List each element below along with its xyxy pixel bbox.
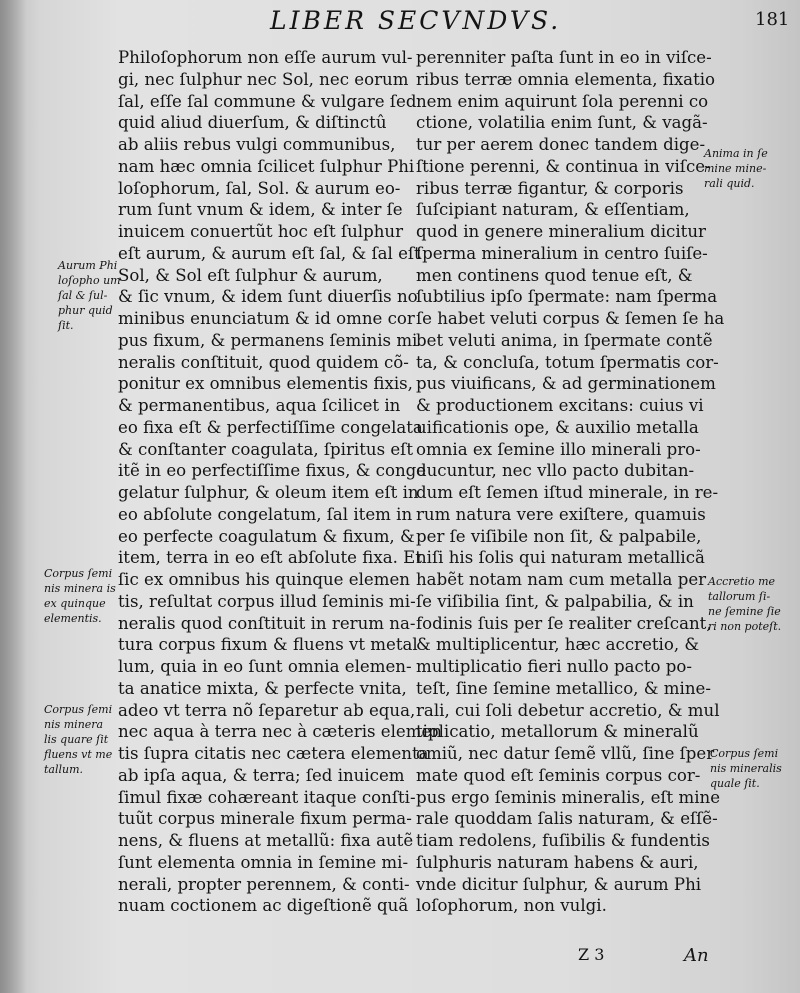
text-line: ſulphuris naturam habens & auri, bbox=[416, 852, 699, 872]
text-line: ab aliis rebus vulgi communibus, bbox=[118, 135, 396, 154]
margin-note-line: quale ſit. bbox=[710, 777, 760, 790]
text-line: per ſe viſibile non ſit, & palpabile, bbox=[416, 526, 702, 546]
text-line: nec aqua à terra nec à cæteris elemen bbox=[118, 722, 442, 742]
text-line: men continens quod tenue eſt, & bbox=[416, 265, 693, 285]
text-line: tura corpus fixum & fluens vt metal bbox=[118, 635, 418, 655]
text-line: gi, nec ſulphur nec Sol, nec eorum bbox=[118, 69, 409, 89]
text-line: tis ſupra citatis nec cætera elementa bbox=[118, 744, 429, 763]
text-line: eſt aurum, & aurum eſt ſal, & ſal eſt bbox=[118, 243, 421, 263]
text-line: ſuſcipiant naturam, & eſſentiam, bbox=[416, 200, 690, 220]
text-line: lum, quia in eo ſunt omnia elemen- bbox=[118, 657, 412, 676]
margin-note-line: nis mineralis bbox=[710, 762, 782, 775]
text-line: & ſic vnum, & idem ſunt diuerſis no bbox=[118, 287, 418, 307]
page-number: 181 bbox=[755, 9, 790, 30]
margin-note-line: Corpus ſemi bbox=[44, 703, 113, 716]
text-line: multiplicatio fieri nullo pacto po- bbox=[416, 657, 692, 676]
margin-note-line: ne ſemine ſie bbox=[708, 605, 781, 618]
text-line: nerali, propter perennem, & conti- bbox=[118, 874, 410, 894]
margin-note-accretio bbox=[708, 574, 780, 634]
text-line: ribus terræ omnia elementa, fixatio bbox=[416, 69, 716, 89]
margin-note-line: tallum. bbox=[44, 763, 84, 776]
text-line: ta, & concluſa, totum ſpermatis cor- bbox=[416, 352, 719, 372]
text-line: bet veluti anima, in ſpermate contẽ bbox=[416, 330, 713, 350]
text-line: ſic ex omnibus his quinque elemen bbox=[118, 570, 410, 589]
text-line: adeo vt terra nõ ſeparetur ab equa, bbox=[118, 700, 416, 720]
text-line: Sol, & Sol eſt ſulphur & aurum, bbox=[118, 265, 383, 285]
text-line: eo fixa eſt & perfectiſſime congelata bbox=[118, 417, 423, 437]
text-line: rum natura vere exiſtere, quamuis bbox=[416, 504, 706, 524]
gutter-shadow bbox=[0, 0, 26, 993]
text-line: tiam redolens, fuſibilis & fundentis bbox=[416, 831, 710, 850]
margin-note-line: ſal & ſul- bbox=[58, 289, 108, 302]
margin-note-line: phur quid bbox=[58, 304, 113, 317]
text-line: rum ſunt vnum & idem, & inter ſe bbox=[118, 200, 403, 220]
text-line: eo abſolute congelatum, ſal item in bbox=[118, 504, 413, 524]
margin-note-line: elementis. bbox=[44, 612, 102, 625]
text-line: inuicem conuertũt hoc eſt ſulphur bbox=[118, 222, 404, 241]
text-line: ſal, eſſe ſal commune & vulgare ſed bbox=[118, 91, 417, 111]
margin-note-line: Corpus ſemi bbox=[710, 747, 779, 760]
margin-note-line: ri non poteſt. bbox=[708, 620, 782, 633]
text-line: Philoſophorum non eſſe aurum vul- bbox=[118, 48, 413, 67]
text-line: rale quoddam ſalis naturam, & eſſẽ- bbox=[416, 809, 718, 829]
text-line: neralis conſtituit, quod quidem cõ- bbox=[118, 352, 409, 372]
margin-note-corpus-quale bbox=[710, 746, 782, 791]
text-line: ab ipſa aqua, & terra; ſed inuicem bbox=[118, 765, 405, 785]
text-line: omnia ex ſemine illo minerali pro- bbox=[416, 439, 701, 459]
text-line: nens, & fluens at metallũ: fixa autẽ bbox=[118, 831, 414, 850]
text-line: ducuntur, nec vllo pacto dubitan- bbox=[416, 461, 695, 481]
margin-note-line: mine mine- bbox=[704, 162, 767, 175]
right-text-column bbox=[416, 47, 725, 917]
text-line: pus viuificans, & ad germinationem bbox=[416, 374, 716, 394]
text-line: tiplicatio, metallorum & mineralũ bbox=[416, 722, 699, 742]
text-line: vnde dicitur ſulphur, & aurum Phi bbox=[416, 874, 702, 894]
text-line: & multiplicentur, hæc accretio, & bbox=[416, 635, 700, 655]
text-line: itẽ in eo perfectiſſime fixus, & conge bbox=[118, 461, 427, 481]
text-line: quod in genere mineralium dicitur bbox=[416, 222, 706, 241]
margin-note-line: tallorum ſi- bbox=[708, 590, 771, 603]
margin-note-line: nis minera is bbox=[44, 582, 116, 595]
margin-note-line: nis minera bbox=[44, 718, 104, 731]
text-line: loſophorum, ſal, Sol. & aurum eo- bbox=[118, 178, 401, 198]
text-line: loſophorum, non vulgi. bbox=[416, 896, 607, 916]
text-line: gelatur ſulphur, & oleum item eſt in bbox=[118, 483, 419, 502]
text-line: ponitur ex omnibus elementis fixis, bbox=[118, 374, 413, 394]
text-line: ctione, volatilia enim ſunt, & vagã- bbox=[416, 113, 708, 133]
text-line: teſt, ſine ſemine metallico, & mine- bbox=[416, 678, 711, 698]
text-line: & permanentibus, aqua ſcilicet in bbox=[118, 396, 401, 415]
text-line: perenniter paſta ſunt in eo in viſce- bbox=[416, 48, 712, 67]
text-line: & conſtanter coagulata, ſpiritus eſt bbox=[118, 439, 413, 459]
text-line: ſe habet veluti corpus & ſemen ſe ha bbox=[416, 309, 725, 328]
margin-note-line: ſit. bbox=[58, 319, 74, 332]
text-line: ta anatice mixta, & perfecte vnita, bbox=[118, 678, 407, 698]
text-line: omiũ, nec datur ſemẽ vllũ, ſine ſper bbox=[416, 744, 715, 763]
text-line: rali, cui ſoli debetur accretio, & mul bbox=[416, 700, 720, 720]
text-line: dum eſt ſemen iſtud minerale, in re- bbox=[416, 483, 719, 502]
margin-note-line: loſopho um bbox=[58, 274, 121, 287]
text-line: ribus terræ figantur, & corporis bbox=[416, 178, 684, 198]
margin-note-corpus-elementis bbox=[44, 566, 116, 626]
text-line: nam hæc omnia ſcilicet ſulphur Phi bbox=[118, 156, 415, 176]
text-line: tur per aerem donec tandem dige- bbox=[416, 135, 706, 154]
running-title: LIBER SECVNDVS. bbox=[270, 6, 562, 35]
text-line: pus ergo ſeminis mineralis, eſt mine bbox=[416, 787, 721, 807]
margin-note-line: Accretio me bbox=[708, 575, 776, 588]
text-line: habẽt notam nam cum metalla per bbox=[416, 570, 707, 589]
left-text-column bbox=[118, 47, 442, 917]
text-line: item, terra in eo eſt abſolute fixa. Et bbox=[118, 548, 422, 568]
text-line: & productionem excitans: cuius vi bbox=[416, 396, 704, 415]
text-line: ſunt elementa omnia in ſemine mi- bbox=[118, 852, 409, 872]
text-line: niſi his ſolis qui naturam metallicã bbox=[416, 548, 705, 568]
text-line: nem enim aquirunt ſola perenni co bbox=[416, 91, 709, 111]
margin-note-line: fluens vt me bbox=[44, 748, 113, 761]
margin-note-anima bbox=[704, 146, 776, 191]
text-line: ſperma mineralium in centro ſuiſe- bbox=[416, 243, 708, 263]
margin-note-line: Anima in ſe bbox=[704, 147, 768, 160]
text-line: ſimul fixæ cohæreant itaque conſti- bbox=[118, 787, 416, 807]
margin-note-line: rali quid. bbox=[704, 177, 755, 190]
text-line: tis, reſultat corpus illud ſeminis mi- bbox=[118, 591, 416, 611]
text-line: eo perfecte coagulatum & fixum, & bbox=[118, 526, 415, 546]
text-line: tuũt corpus minerale fixum perma- bbox=[118, 809, 412, 829]
text-line: ſubtilius ipſo ſpermate: nam ſperma bbox=[416, 287, 718, 307]
text-line: mate quod eſt ſeminis corpus cor- bbox=[416, 765, 701, 785]
text-line: pus fixum, & permanens ſeminis mi bbox=[118, 330, 418, 350]
text-line: ſe viſibilia ſint, & palpabilia, & in bbox=[416, 591, 694, 611]
text-line: quid aliud diuerſum, & diſtinctû bbox=[118, 113, 387, 133]
margin-note-corpus-fluens bbox=[44, 702, 116, 777]
signature-mark: Z 3 bbox=[578, 945, 605, 964]
text-line: uificationis ope, & auxilio metalla bbox=[416, 417, 699, 437]
margin-note-aurum bbox=[58, 258, 130, 333]
text-line: minibus enunciatum & id omne cor bbox=[118, 309, 415, 328]
text-line: nuam coctionem ac digeſtionẽ quã bbox=[118, 896, 409, 916]
text-line: neralis quod conſtituit in rerum na- bbox=[118, 613, 416, 633]
text-line: ſtione perenni, & continua in viſce- bbox=[416, 156, 711, 176]
margin-note-line: Corpus ſemi bbox=[44, 567, 113, 580]
catchword: An bbox=[684, 945, 709, 966]
margin-note-line: Aurum Phi bbox=[58, 259, 118, 272]
margin-note-line: lis quare ſit bbox=[44, 733, 109, 746]
margin-note-line: ex quinque bbox=[44, 597, 106, 610]
text-line: fodinis ſuis per ſe realiter creſcant, bbox=[416, 613, 712, 633]
